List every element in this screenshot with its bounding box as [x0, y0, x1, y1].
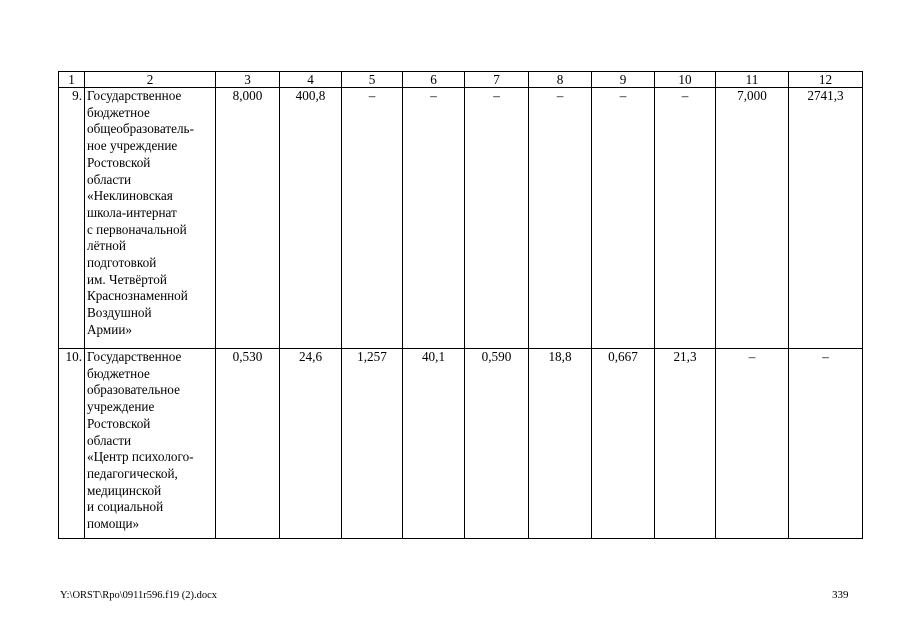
value-cell: – [403, 88, 465, 349]
name-line: лётной [87, 238, 126, 254]
name-line: бюджетное [87, 365, 150, 381]
value-cell: – [592, 88, 655, 349]
value-cell: 21,3 [655, 349, 716, 539]
value-cell: 2741,3 [789, 88, 863, 349]
name-line: общеобразователь- [87, 121, 194, 137]
value-cell: – [465, 88, 529, 349]
file-path-footer: Y:\ORST\Rpo\0911r596.f19 (2).docx [60, 590, 218, 601]
value-cell: 400,8 [280, 88, 342, 349]
column-number: 6 [403, 72, 465, 88]
value-cell: 0,667 [592, 349, 655, 539]
column-number: 4 [280, 72, 342, 88]
page-number: 339 [832, 589, 849, 601]
column-number: 3 [216, 72, 280, 88]
name-line: Государственное [87, 88, 182, 103]
name-line: школа-интернат [87, 204, 177, 220]
value-cell: – [342, 88, 403, 349]
value-cell: – [529, 88, 592, 349]
value-cell: 8,000 [216, 88, 280, 349]
column-number: 8 [529, 72, 592, 88]
name-line: с первоначальной [87, 221, 187, 237]
table-row [59, 88, 863, 349]
name-line: ное учреждение [87, 138, 178, 154]
row-number: 9. [59, 88, 85, 349]
value-cell: 1,257 [342, 349, 403, 539]
name-line: области [87, 432, 132, 448]
name-line: Ростовской [87, 154, 151, 170]
value-cell: 0,530 [216, 349, 280, 539]
column-number: 2 [85, 72, 216, 88]
column-number: 12 [789, 72, 863, 88]
value-cell: 0,590 [465, 349, 529, 539]
name-line: области [87, 171, 132, 187]
name-line: помощи» [87, 516, 140, 532]
value-cell: – [655, 88, 716, 349]
name-line: им. Четвёртой [87, 271, 167, 287]
value-cell: – [716, 349, 789, 539]
name-line: бюджетное [87, 104, 150, 120]
name-line: Воздушной [87, 305, 152, 321]
value-cell: 18,8 [529, 349, 592, 539]
column-number: 11 [716, 72, 789, 88]
column-number: 10 [655, 72, 716, 88]
value-cell: – [789, 349, 863, 539]
header-row [59, 72, 863, 88]
value-cell: 24,6 [280, 349, 342, 539]
name-line: Ростовской [87, 415, 151, 431]
column-number: 7 [465, 72, 529, 88]
name-line: подготовкой [87, 255, 157, 271]
name-line: «Центр психолого- [87, 449, 194, 465]
value-cell: 7,000 [716, 88, 789, 349]
name-line: учреждение [87, 399, 155, 415]
name-line: образовательное [87, 382, 180, 398]
name-line: медицинской [87, 482, 162, 498]
value-cell: 40,1 [403, 349, 465, 539]
table-row [59, 349, 863, 539]
institution-name [85, 88, 216, 349]
name-line: Краснознаменной [87, 288, 188, 304]
column-number: 9 [592, 72, 655, 88]
institution-name [85, 349, 216, 539]
column-number: 5 [342, 72, 403, 88]
name-line: «Неклиновская [87, 188, 173, 204]
name-line: и социальной [87, 499, 164, 515]
row-number: 10. [59, 349, 85, 539]
column-number: 1 [59, 72, 85, 88]
data-table [58, 71, 863, 539]
name-line: Государственное [87, 349, 182, 364]
name-line: педагогической, [87, 465, 178, 481]
name-line: Армии» [87, 321, 132, 337]
